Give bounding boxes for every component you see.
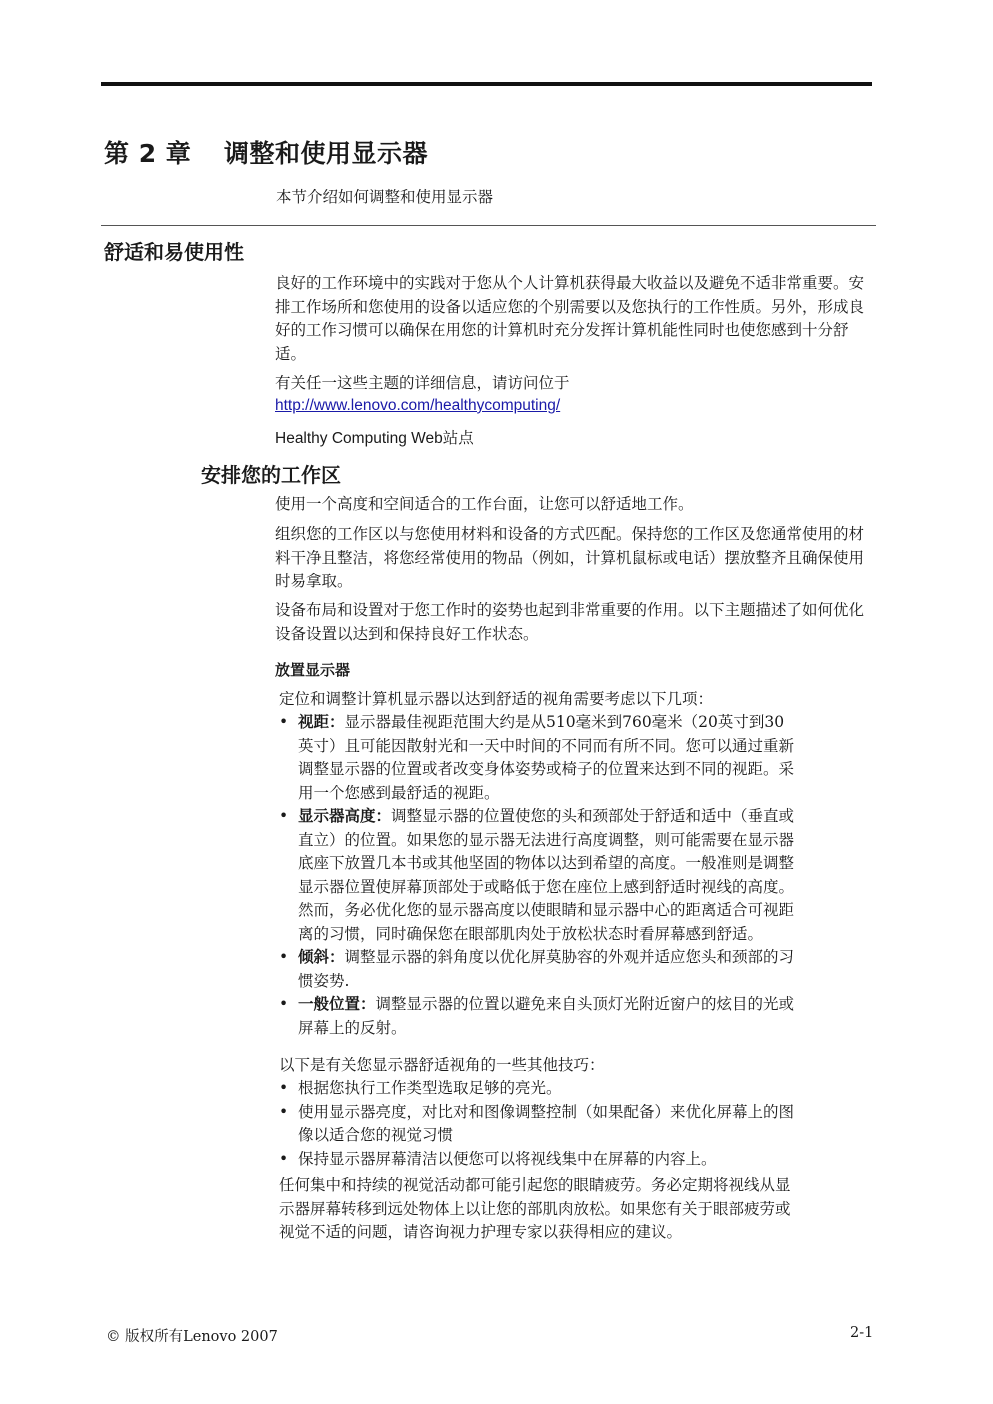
- item-text: 调整显示器的斜角度以优化屏莫胁容的外观并适应您头和颈部的习惯姿势.: [298, 948, 795, 990]
- section-heading-monitor: 放置显示器: [275, 661, 351, 679]
- top-rule: [101, 82, 872, 86]
- tips-intro: 以下是有关您显示器舒适视角的一些其他技巧：: [279, 1056, 605, 1074]
- chapter-number: 第 2 章: [104, 139, 192, 168]
- eye-strain-paragraph: 任何集中和持续的视觉活动都可能引起您的眼睛疲劳。务必定期将视线从显示器屏幕转移到远处物体上以让您的部肌肉放松。如果您有关于眼部疲劳或视觉不适的问题，请咨询视力护理专家以获得相应的建议。: [279, 1176, 791, 1241]
- item-text: 调整显示器的位置以避免来自头顶灯光附近窗户的炫目的光或屏幕上的反射。: [298, 995, 795, 1037]
- monitor-considerations-list: [279, 711, 799, 1040]
- tip-text: 使用显示器亮度，对比对和图像调整控制（如果配备）来优化屏幕上的图像以适合您的视觉习惯: [298, 1102, 795, 1144]
- workspace-paragraph-2: 组织您的工作区以与您使用材料和设备的方式匹配。保持您的工作区及您通常使用的材料干净且整洁，将您经常使用的物品（例如，计算机鼠标或电话）摆放整齐且确保使用时易拿取。: [275, 525, 865, 590]
- comfort-paragraph: 良好的工作环境中的实践对于您从个人计算机获得最大收益以及避免不适非常重要。安排工作场所和您使用的设备以适应您的个别需要以及您执行的工作性质。另外，形成良好的工作习惯可以确保在用您的计算机时充分发挥计算机能性同时也使您感到十分舒适。: [275, 274, 865, 363]
- more-info-text: 有关任一这些主题的详细信息，请访问位于: [275, 374, 570, 392]
- list-item: [279, 1148, 799, 1172]
- section-heading-workspace: 安排您的工作区: [201, 463, 341, 487]
- bullet-icon: •: [279, 1149, 289, 1168]
- item-label: 显示器高度：: [298, 807, 392, 825]
- chapter-intro: 本节介绍如何调整和使用显示器: [276, 188, 494, 206]
- bullet-icon: •: [279, 995, 289, 1013]
- footer-copyright: © 版权所有Lenovo 2007: [106, 1329, 278, 1345]
- bullet-icon: •: [279, 1102, 289, 1121]
- tip-text: 保持显示器屏幕清洁以便您可以将视线集中在屏幕的内容上。: [298, 1149, 717, 1168]
- chapter-title: 调整和使用显示器: [224, 139, 429, 168]
- item-text: 调整显示器的位置使您的头和颈部处于舒适和适中（垂直或直立）的位置。如果您的显示器无法进行高度调整，则可能需要在显示器底座下放置几本书或其他坚固的物体以达到希望的高度。一般准则是调整显示器位置使屏幕顶部处于或略低于您在座位上感到舒适时视线的高度。然而，务必优化您的显示器高度以使眼睛和显示器中心的距离适合可视距离的习惯，同时确保您在眼部肌肉处于放松状态时看屏幕感到舒适。: [298, 807, 795, 943]
- list-item: [279, 711, 799, 805]
- monitor-intro: 定位和调整计算机显示器以达到舒适的视角需要考虑以下几项：: [279, 690, 714, 708]
- item-label: 视距：: [298, 713, 345, 731]
- bullet-icon: •: [279, 1079, 289, 1097]
- bullet-icon: •: [279, 713, 289, 731]
- section-rule: [101, 225, 876, 226]
- item-label: 一般位置：: [298, 995, 376, 1013]
- list-item: [279, 946, 799, 993]
- link-caption: Healthy Computing Web站点: [275, 430, 474, 447]
- list-item: [279, 1101, 799, 1148]
- bullet-icon: •: [279, 948, 289, 966]
- list-item: [279, 1077, 799, 1101]
- tips-list: [279, 1077, 799, 1171]
- section-heading-comfort: 舒适和易使用性: [104, 240, 244, 264]
- item-text: 显示器最佳视距范围大约是从510毫米到760毫米（20英寸到30英寸）且可能因散射光和一天中时间的不同而有所不同。您可以通过重新调整显示器的位置或者改变身体姿势或椅子的位置来达到不同的视距。采用一个您感到最舒适的视距。: [298, 713, 795, 802]
- workspace-paragraph-1: 使用一个高度和空间适合的工作台面，让您可以舒适地工作。: [275, 495, 694, 513]
- tip-text: 根据您执行工作类型选取足够的亮光。: [298, 1079, 562, 1097]
- bullet-icon: •: [279, 807, 289, 825]
- healthy-computing-link[interactable]: http://www.lenovo.com/healthycomputing/: [275, 397, 561, 414]
- list-item: [279, 805, 799, 946]
- item-label: 倾斜：: [298, 948, 345, 966]
- list-item: [279, 993, 799, 1040]
- footer-page-number: 2-1: [850, 1325, 874, 1341]
- chapter-heading: [104, 134, 428, 170]
- workspace-paragraph-3: 设备布局和设置对于您工作时的姿势也起到非常重要的作用。以下主题描述了如何优化设备设置以达到和保持良好工作状态。: [275, 601, 865, 643]
